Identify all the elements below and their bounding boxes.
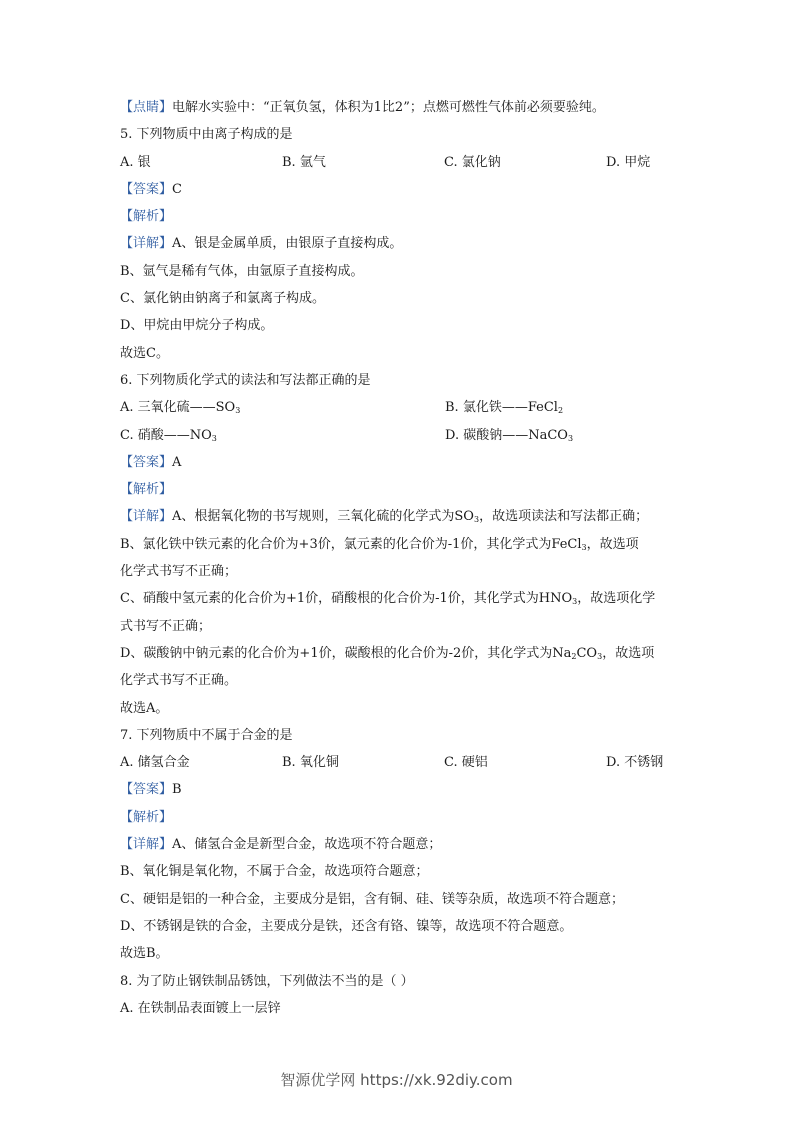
answer-line — [120, 449, 680, 476]
subscript: 2 — [571, 651, 577, 661]
detail-tag: 【详解】 — [120, 236, 173, 252]
subscript: 3 — [572, 597, 578, 607]
detail-line: 化学式书写不正确； — [120, 564, 238, 580]
detail-text: A、储氢合金是新型合金，故选项不符合题意； — [172, 837, 442, 853]
subscript: 3 — [235, 406, 241, 416]
detail-text: A、银是金属单质，由银原子直接构成。 — [172, 236, 403, 252]
dianjing-text: 电解水实验中：“正氧负氢，体积为1比2”；点燃可燃性气体前必须要验纯。 — [172, 100, 605, 115]
subscript: 3 — [473, 515, 480, 525]
subscript: 2 — [557, 406, 564, 416]
subscript: 3 — [211, 433, 217, 443]
answer-line — [120, 176, 680, 203]
detail-text: ，故选项化学 — [577, 591, 656, 607]
detail-line — [120, 585, 680, 612]
detail-text: D、碳酸钠中钠元素的化合价为+1价，碳酸根的化合价为-2价，其化学式为Na — [120, 645, 572, 661]
answer-tag: 【答案】 — [120, 782, 173, 798]
option-c: C. 硬铝 — [444, 755, 488, 771]
detail-line: 式书写不正确； — [120, 618, 212, 634]
detail-line: B、氩气是稀有气体，由氩原子直接构成。 — [120, 263, 364, 279]
detail-line: D、不锈钢是铁的合金，主要成分是铁，还含有铬、镍等，故选项不符合题意。 — [120, 918, 573, 934]
detail-line: C、氯化钠由钠离子和氯离子构成。 — [120, 291, 325, 307]
detail-line: 化学式书写不正确。 — [120, 673, 238, 689]
option-a: A. 储氢合金 — [120, 755, 190, 771]
dianjing-tag: 【点睛】 — [120, 100, 173, 115]
question-8-stem: 8. 为了防止钢铁制品锈蚀，下列做法不当的是（ ） — [120, 973, 414, 989]
analysis-tag: 【解析】 — [120, 809, 173, 825]
option-a: A. 银 — [120, 154, 151, 170]
detail-text: ，故选项 — [586, 536, 639, 552]
detail-line — [120, 503, 680, 530]
analysis-tag: 【解析】 — [120, 209, 173, 225]
option-d: D. 甲烷 — [606, 154, 651, 170]
option-c-text: C. 硝酸——NO — [120, 427, 212, 443]
option-d — [445, 422, 573, 449]
answer-tag: 【答案】 — [120, 454, 173, 470]
question-7-options — [120, 749, 680, 776]
detail-tag: 【详解】 — [120, 837, 173, 853]
footer-watermark: 智源优学网 https://xk.92diy.com — [280, 1071, 513, 1089]
question-6-options-row-1 — [120, 394, 680, 421]
detail-text: B、氯化铁中铁元素的化合价为+3价，氯元素的化合价为-1价，其化学式为FeCl — [120, 536, 582, 552]
detail-text: ，故选项读法和写法都正确； — [479, 509, 649, 525]
detail-text: CO — [576, 645, 598, 661]
detail-tag: 【详解】 — [120, 509, 173, 525]
question-5-stem: 5. 下列物质中由离子构成的是 — [120, 127, 293, 143]
answer-line — [120, 776, 680, 803]
detail-text: ，故选项 — [602, 645, 655, 661]
option-a-text: A. 三氧化硫——SO — [120, 400, 236, 416]
detail-text: C、硝酸中氢元素的化合价为+1价，硝酸根的化合价为-1价，其化学式为HNO — [120, 591, 573, 607]
subscript: 3 — [581, 542, 587, 552]
option-a: A. 在铁制品表面镀上一层锌 — [120, 1000, 281, 1016]
answer-value: B — [172, 782, 182, 798]
subscript: 3 — [567, 433, 574, 443]
detail-line — [120, 831, 680, 858]
option-a — [120, 394, 445, 421]
detail-line: B、氧化铜是氧化物，不属于合金，故选项符合题意； — [120, 864, 429, 880]
detail-text: A、根据氧化物的书写规则，三氧化硫的化学式为SO — [172, 509, 474, 525]
answer-tag: 【答案】 — [120, 181, 173, 197]
detail-line — [120, 640, 680, 667]
option-b — [445, 394, 563, 421]
question-5-options — [120, 149, 680, 176]
option-b: B. 氩气 — [282, 154, 326, 170]
conclusion-line: 故选A。 — [120, 700, 169, 716]
option-c — [120, 422, 445, 449]
detail-line — [120, 230, 680, 257]
option-b-text: B. 氯化铁——FeCl — [445, 400, 558, 416]
detail-line — [120, 531, 680, 558]
conclusion-line: 故选B。 — [120, 946, 169, 962]
document-page — [120, 94, 680, 1022]
option-d-text: D. 碳酸钠——NaCO — [445, 427, 568, 443]
detail-line: D、甲烷由甲烷分子构成。 — [120, 318, 274, 334]
answer-value: A — [172, 454, 182, 470]
option-b: B. 氧化铜 — [282, 755, 339, 771]
option-c: C. 氯化钠 — [444, 154, 501, 170]
answer-value: C — [172, 181, 182, 197]
conclusion-line: 故选C。 — [120, 345, 169, 361]
question-6-stem: 6. 下列物质化学式的读法和写法都正确的是 — [120, 372, 371, 388]
detail-line: C、硬铝是铝的一种合金，主要成分是铝，含有铜、硅、镁等杂质，故选项不符合题意； — [120, 891, 624, 907]
question-7-stem: 7. 下列物质中不属于合金的是 — [120, 727, 293, 743]
subscript: 3 — [597, 651, 603, 661]
question-6-options-row-2 — [120, 422, 680, 449]
analysis-tag: 【解析】 — [120, 482, 173, 498]
dianjing-line — [120, 94, 680, 121]
option-d: D. 不锈钢 — [606, 755, 664, 771]
